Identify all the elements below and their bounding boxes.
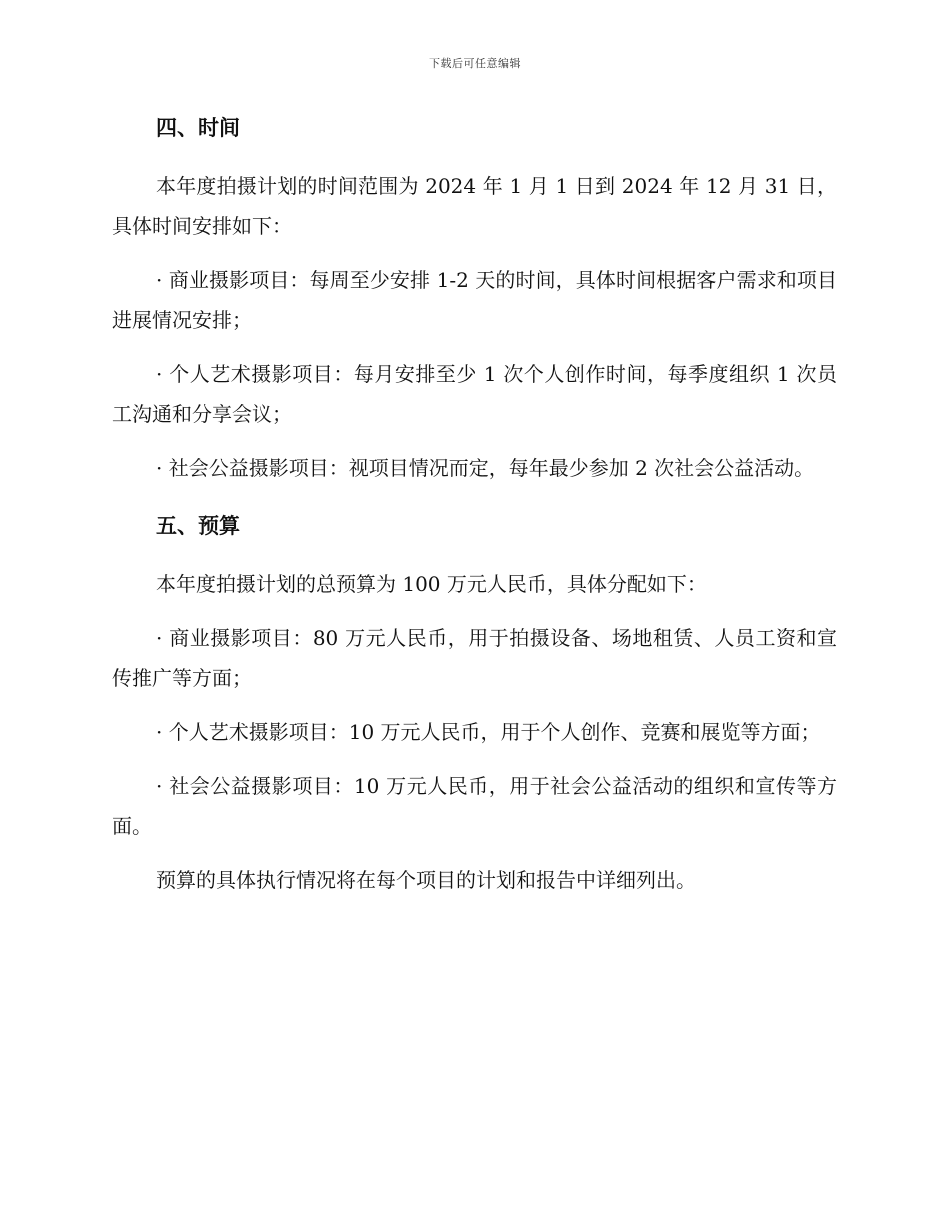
- section-heading: 四、时间: [156, 115, 240, 140]
- list-item: · 商业摄影项目：80 万元人民币，用于拍摄设备、场地租赁、人员工资和宣传推广等方面；: [112, 626, 837, 690]
- document-body: [112, 110, 837, 900]
- section-heading: 五、预算: [156, 513, 240, 538]
- section-budget: [112, 508, 837, 900]
- list-item: · 个人艺术摄影项目：10 万元人民币，用于个人创作、竞赛和展览等方面；: [156, 720, 821, 744]
- paragraph: 本年度拍摄计划的总预算为 100 万元人民币，具体分配如下：: [156, 572, 707, 596]
- list-item: · 个人艺术摄影项目：每月安排至少 1 次个人创作时间，每季度组织 1 次员工沟通和分享会议；: [112, 362, 837, 426]
- paragraph: 本年度拍摄计划的时间范围为 2024 年 1 月 1 日到 2024 年 12 月 31 日，具体时间安排如下：: [112, 174, 837, 238]
- page-header: 下载后可任意编辑: [429, 57, 521, 70]
- paragraph: 预算的具体执行情况将在每个项目的计划和报告中详细列出。: [156, 868, 696, 892]
- list-item: · 社会公益摄影项目：视项目情况而定，每年最少参加 2 次社会公益活动。: [156, 456, 815, 480]
- section-time: [112, 110, 837, 488]
- list-item: · 社会公益摄影项目：10 万元人民币，用于社会公益活动的组织和宣传等方面。: [112, 774, 837, 838]
- list-item: · 商业摄影项目：每周至少安排 1-2 天的时间，具体时间根据客户需求和项目进展情况安排；: [112, 268, 837, 332]
